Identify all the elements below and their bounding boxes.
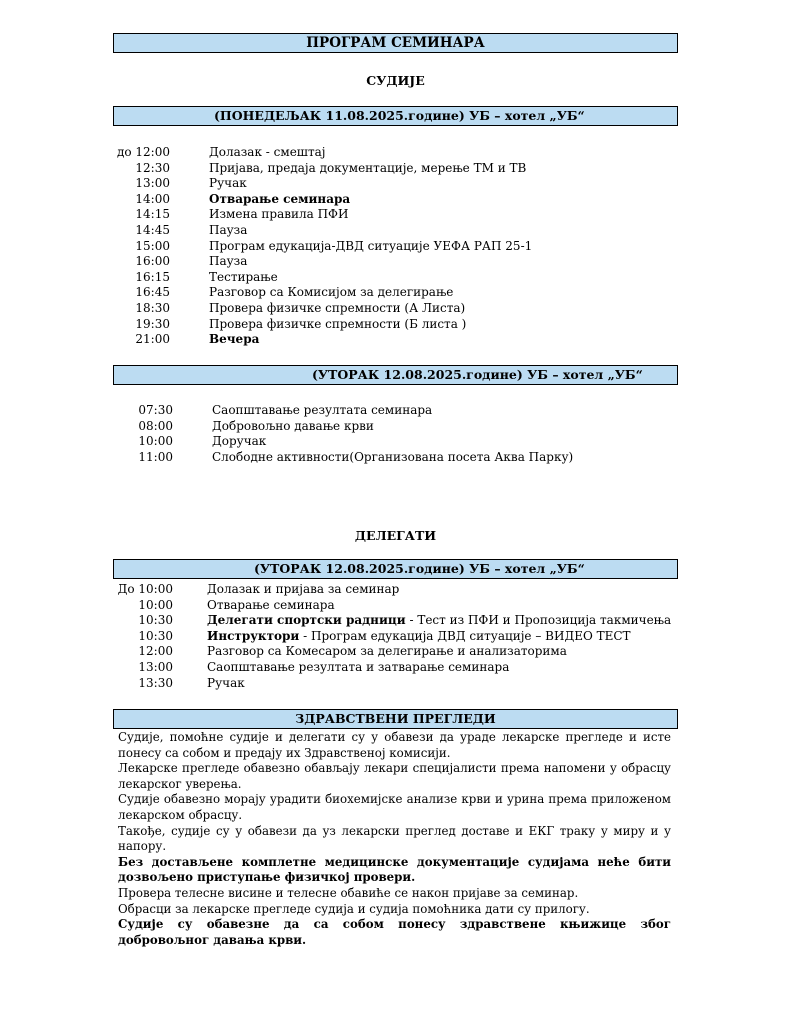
- schedule-row: [113, 270, 673, 286]
- health-title: ЗДРАВСТВЕНИ ПРЕГЛЕДИ: [295, 711, 496, 726]
- delegates-heading: ДЕЛЕГАТИ: [354, 528, 437, 543]
- schedule-row: [113, 419, 673, 435]
- schedule-row: [113, 332, 673, 348]
- day2-schedule: [113, 403, 673, 465]
- activity-detail: - Програм едукација ДВД ситуације – ВИДЕО ТЕСТ: [299, 628, 631, 643]
- schedule-row: [113, 434, 673, 450]
- schedule-row: [113, 176, 673, 192]
- delegates-bar-label: (УТОРАК 12.08.2025.године) УБ – хотел „УБ“: [254, 561, 585, 576]
- schedule-time: 10:00: [138, 597, 173, 612]
- schedule-time: 16:00: [135, 254, 170, 269]
- schedule-activity: Доручак: [212, 434, 267, 449]
- schedule-row: [113, 223, 673, 239]
- schedule-activity: [207, 613, 671, 629]
- schedule-time: 10:30: [138, 628, 173, 643]
- schedule-row: [113, 613, 673, 629]
- health-paragraph: Без достављене комплетне медицинске документације судијама неће бити дозвољено приступање физичкој провери.: [118, 854, 671, 885]
- schedule-activity: Пауза: [209, 222, 248, 237]
- schedule-activity: Провера физичке спремности (А Листа): [209, 300, 466, 315]
- schedule-time: 12:30: [135, 160, 170, 175]
- schedule-time: 10:00: [138, 434, 173, 449]
- schedule-time: 11:00: [138, 449, 173, 464]
- schedule-time: до 12:00: [116, 145, 170, 159]
- schedule-activity: Ручак: [207, 675, 245, 690]
- judges-heading: СУДИЈЕ: [366, 73, 425, 88]
- schedule-row: [113, 254, 673, 270]
- schedule-time: До 10:00: [117, 582, 173, 596]
- delegates-bar: [113, 559, 678, 579]
- schedule-activity: Вечера: [209, 332, 260, 347]
- schedule-row: [113, 582, 673, 598]
- activity-detail: - Тест из ПФИ и Пропозиција такмичења: [405, 613, 672, 628]
- schedule-row: [113, 317, 673, 333]
- schedule-activity: [207, 629, 631, 645]
- schedule-activity: Пауза: [209, 254, 248, 269]
- delegates-schedule: [113, 582, 673, 691]
- schedule-time: 16:45: [135, 285, 170, 300]
- schedule-row: [113, 450, 673, 466]
- schedule-row: [113, 598, 673, 614]
- schedule-activity: Долазак - смештај: [209, 145, 326, 159]
- schedule-activity: Провера физичке спремности (Б листа ): [209, 316, 467, 331]
- day1-bar: [113, 106, 678, 126]
- health-paragraph: Судије су обавезне да са собом понесу здравствене књижице због добровољног давања крви.: [118, 917, 671, 947]
- schedule-row: [113, 207, 673, 223]
- schedule-activity: Разговор са Комисијом за делегирање: [209, 285, 454, 300]
- schedule-row: [113, 660, 673, 676]
- schedule-time: 16:15: [135, 269, 170, 284]
- schedule-time: 10:30: [138, 613, 173, 628]
- day2-bar: [113, 365, 678, 385]
- activity-group-label: Инструктори: [207, 628, 300, 643]
- health-paragraph: Такође, судије су у обавези да уз лекарски преглед доставе и ЕКГ траку у миру и у напору.: [118, 823, 671, 854]
- schedule-time: 13:00: [135, 176, 170, 191]
- schedule-activity: Саопштавање резултата и затварање семинара: [207, 659, 510, 674]
- health-paragraph: Обрасци за лекарске прегледе судија и судија помоћника дати су прилогу.: [118, 901, 590, 916]
- schedule-time: 14:00: [135, 191, 170, 206]
- day1-schedule: [113, 145, 673, 348]
- day2-bar-label: (УТОРАК 12.08.2025.године) УБ – хотел „УБ“: [312, 367, 643, 382]
- schedule-time: 19:30: [135, 316, 170, 331]
- schedule-time: 08:00: [138, 418, 173, 433]
- schedule-time: 14:15: [135, 207, 170, 222]
- schedule-time: 15:00: [135, 238, 170, 253]
- schedule-row: [113, 239, 673, 255]
- schedule-row: [113, 145, 673, 161]
- schedule-row: [113, 403, 673, 419]
- schedule-time: 07:30: [138, 403, 173, 417]
- schedule-time: 12:00: [138, 644, 173, 659]
- schedule-activity: Добровољно давање крви: [212, 418, 374, 433]
- schedule-activity: Саопштавање резултата семинара: [212, 403, 433, 417]
- schedule-activity: Отварање семинара: [209, 191, 351, 206]
- schedule-activity: Измена правила ПФИ: [209, 207, 349, 222]
- program-title: ПРОГРАМ СЕМИНАРА: [306, 35, 485, 51]
- health-paragraph: Провера телесне висине и телесне обавиће се након пријаве за семинар.: [118, 885, 579, 900]
- schedule-activity: Пријава, предаја документације, мерење ТМ и ТВ: [209, 160, 527, 175]
- schedule-row: [113, 192, 673, 208]
- schedule-time: 13:00: [138, 659, 173, 674]
- schedule-row: [113, 161, 673, 177]
- schedule-activity: Програм едукација-ДВД ситуације УЕФА РАП 25-1: [209, 238, 533, 253]
- health-paragraph: Лекарске прегледе обавезно обављају лекари специјалисти према напомени у обрасцу лекарског уверења.: [118, 761, 671, 791]
- health-paragraph: Судије, помоћне судије и делегати су у обавези да ураде лекарске прегледе и исте понесу са собом и предају их Здравственој комисији.: [118, 730, 671, 760]
- schedule-activity: Разговор са Комесаром за делегирање и анализаторима: [207, 644, 567, 659]
- schedule-row: [113, 676, 673, 692]
- schedule-time: 14:45: [135, 222, 170, 237]
- schedule-activity: Тестирање: [209, 269, 278, 284]
- schedule-row: [113, 629, 673, 645]
- schedule-activity: Отварање семинара: [207, 597, 335, 612]
- health-bar: [113, 709, 678, 729]
- schedule-time: 18:30: [135, 300, 170, 315]
- schedule-row: [113, 644, 673, 660]
- schedule-activity: Долазак и пријава за семинар: [207, 582, 400, 596]
- activity-group-label: Делегати спортски радници: [207, 613, 406, 628]
- program-title-bar: [113, 33, 678, 53]
- schedule-time: 13:30: [138, 675, 173, 690]
- health-text: [118, 730, 671, 948]
- day1-bar-label: (ПОНЕДЕЉАК 11.08.2025.године) УБ – хотел „УБ“: [214, 108, 585, 123]
- schedule-time: 21:00: [135, 332, 170, 347]
- schedule-activity: Ручак: [209, 176, 247, 191]
- schedule-activity: Слободне активности(Организована посета Аква Парку): [212, 449, 574, 464]
- schedule-row: [113, 301, 673, 317]
- health-paragraph: Судије обавезно морају урадити биохемијске анализе крви и урина према приложеном лекарском обрасцу.: [118, 792, 671, 822]
- schedule-row: [113, 285, 673, 301]
